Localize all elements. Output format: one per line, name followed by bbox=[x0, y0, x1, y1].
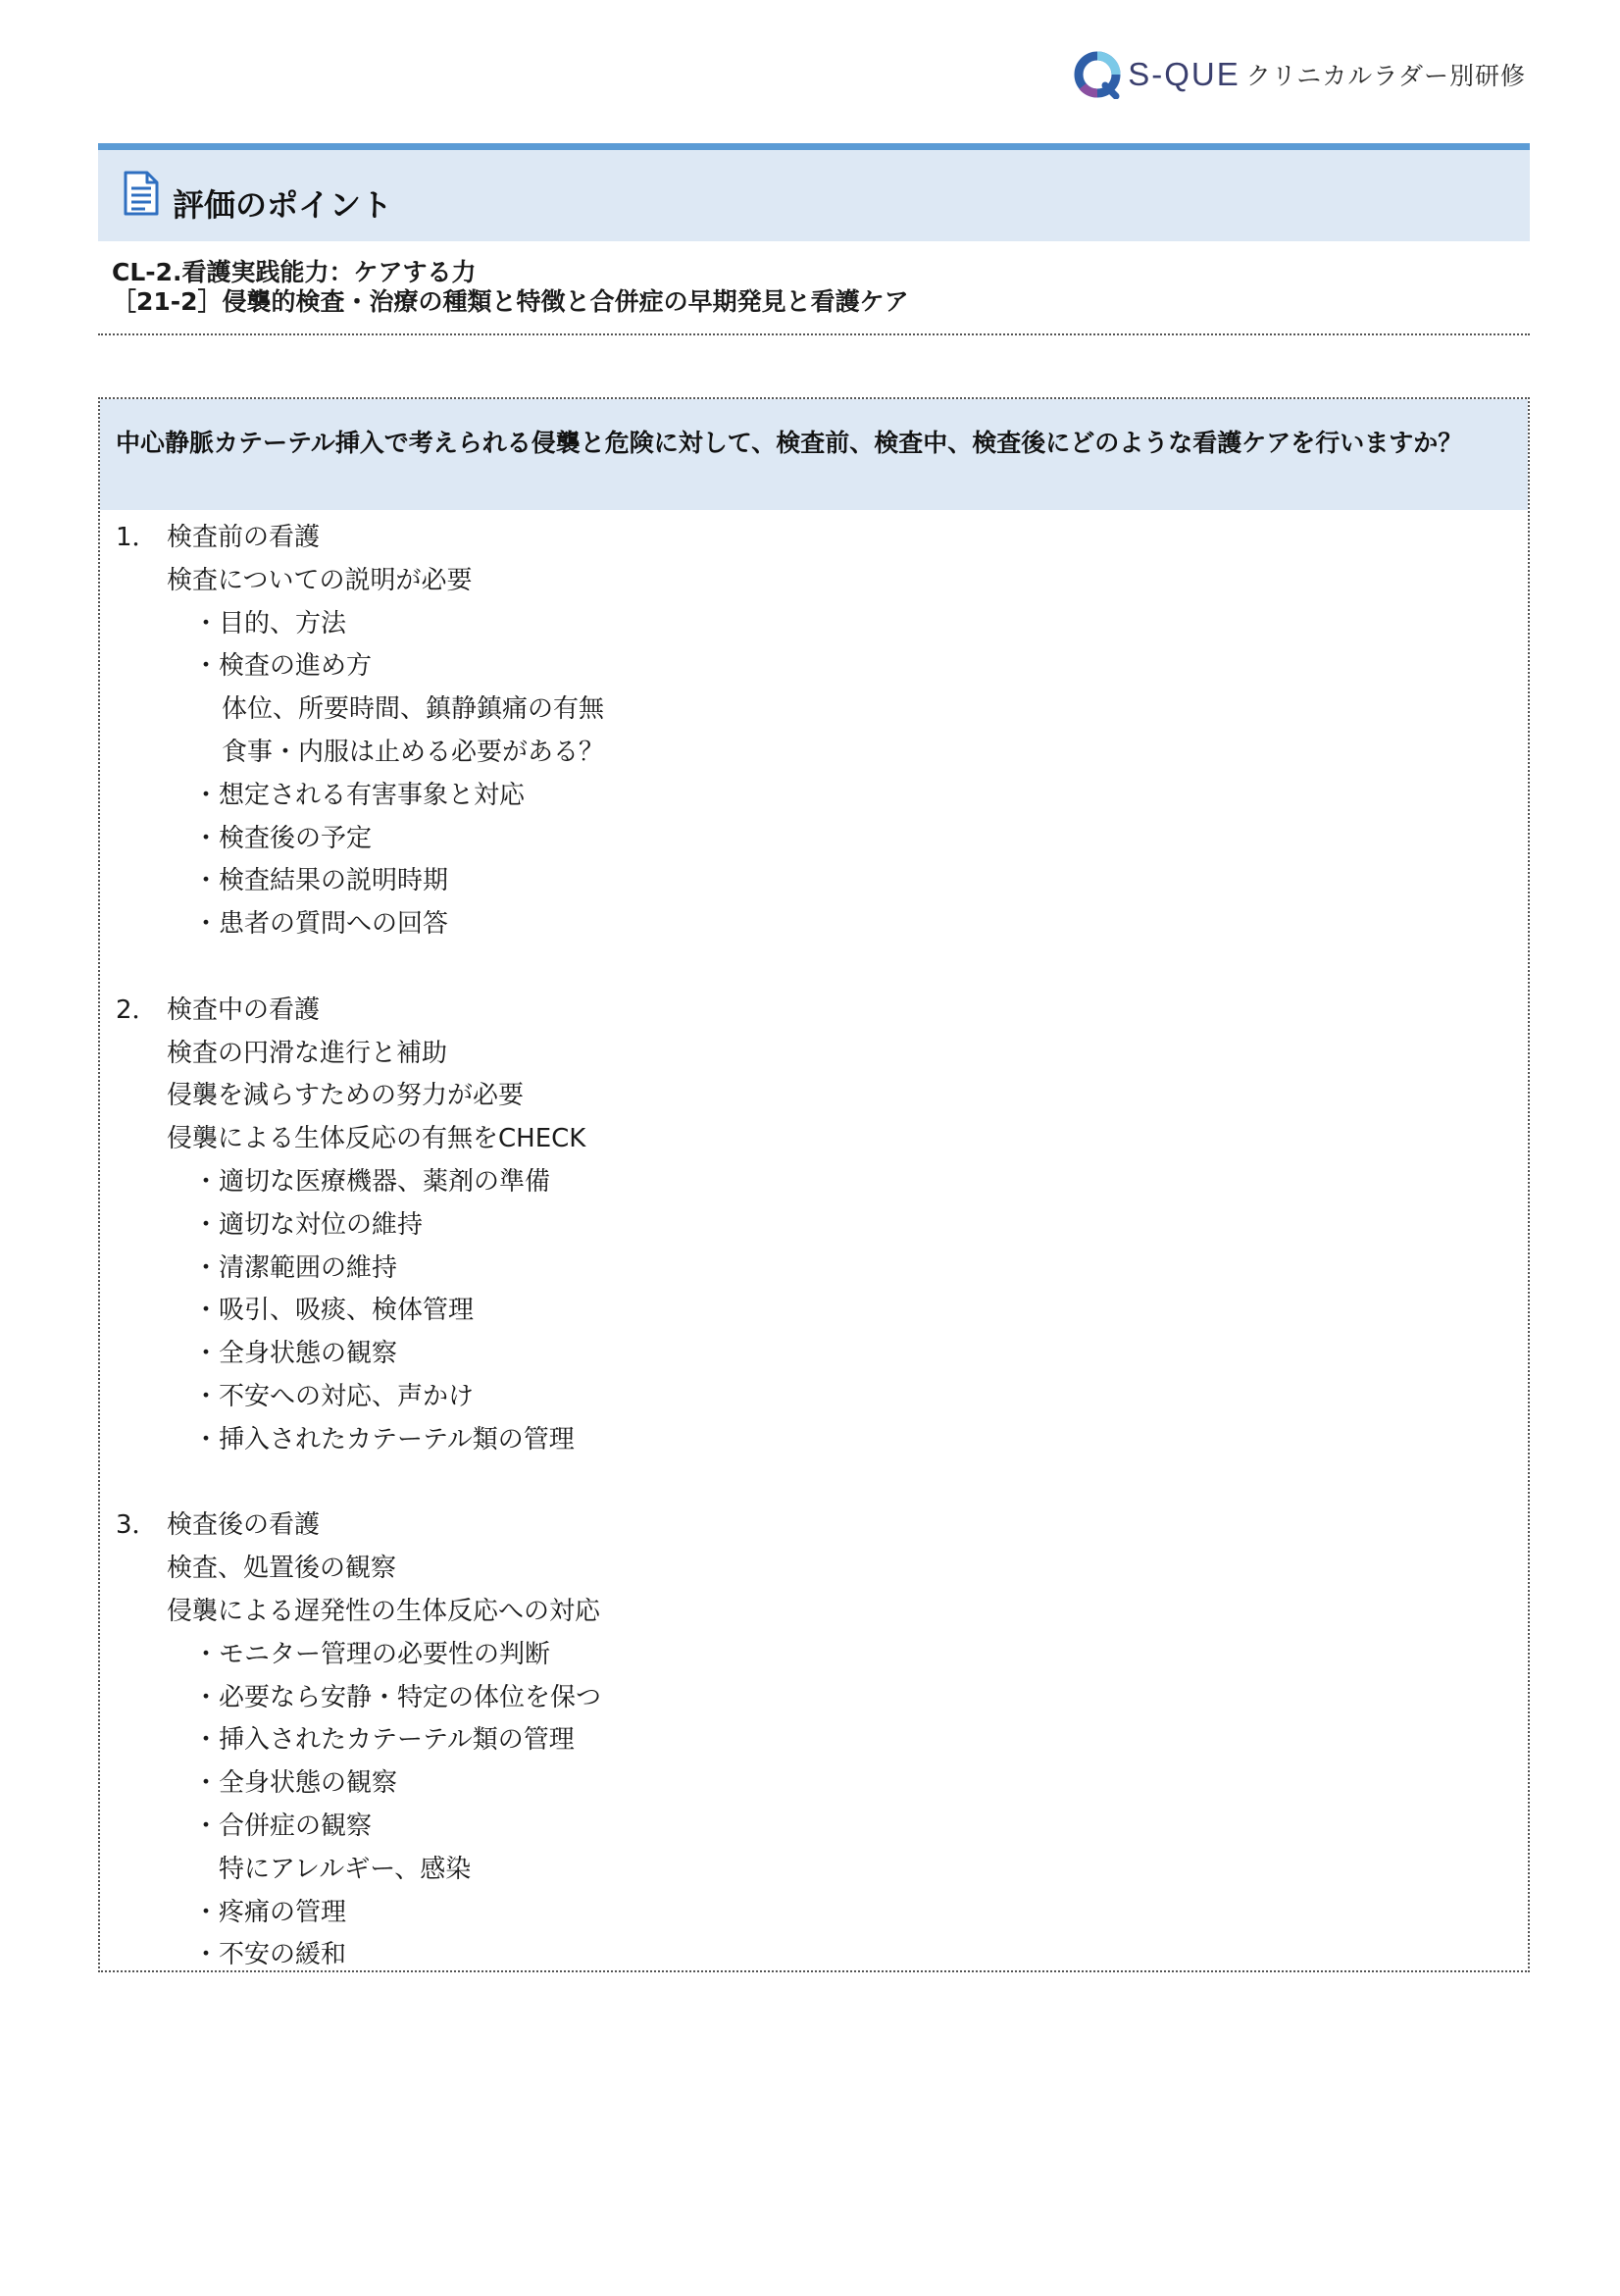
answer-item-text: 侵襲による生体反応の有無をCHECK bbox=[167, 1124, 586, 1154]
answer-item bbox=[100, 689, 1528, 732]
s-que-logo-mark-icon bbox=[1073, 50, 1122, 99]
answer-item-text: 特にアレルギー、感染 bbox=[193, 1854, 472, 1884]
answer-item bbox=[100, 1161, 1528, 1204]
question-box bbox=[98, 397, 1530, 1972]
answer-item bbox=[100, 560, 1528, 603]
answer-item bbox=[100, 1849, 1528, 1892]
answer-item-text: ・患者の質問への回答 bbox=[193, 909, 449, 940]
answer-item-text: ・疼痛の管理 bbox=[193, 1897, 347, 1927]
answer-item bbox=[100, 603, 1528, 646]
course-level-line: CL-2.看護実践能力：ケアする力 bbox=[112, 258, 477, 286]
answer-item bbox=[100, 903, 1528, 946]
answer-item-text: ・目的、方法 bbox=[193, 608, 347, 638]
logo-text: クリニカルラダー別研修 bbox=[1245, 62, 1526, 90]
blank-spacer bbox=[100, 1462, 1528, 1505]
answer-item-text: 体位、所要時間、鎮静鎮痛の有無 bbox=[222, 694, 605, 725]
answer-item bbox=[100, 1806, 1528, 1849]
section-number: 1． bbox=[116, 523, 158, 552]
answer-section-heading bbox=[100, 1505, 1528, 1548]
answer-item-text: ・検査結果の説明時期 bbox=[193, 866, 449, 896]
answer-item bbox=[100, 860, 1528, 903]
section-number: 3． bbox=[116, 1510, 158, 1541]
section-number: 2． bbox=[116, 995, 158, 1025]
answer-list bbox=[100, 510, 1528, 1977]
answer-item-text: ・不安の緩和 bbox=[193, 1940, 347, 1970]
answer-item bbox=[100, 1376, 1528, 1419]
section-header bbox=[98, 143, 1530, 241]
answer-item-text: 侵襲による遅発性の生体反応への対応 bbox=[167, 1596, 601, 1626]
section-heading-text: 検査中の看護 bbox=[167, 995, 321, 1025]
answer-item-text: ・挿入されたカテーテル類の管理 bbox=[193, 1725, 575, 1756]
answer-item-text: 侵襲を減らすための努力が必要 bbox=[167, 1081, 525, 1111]
answer-item-text: ・全身状態の観察 bbox=[193, 1339, 398, 1369]
answer-item-text: 検査の円滑な進行と補助 bbox=[167, 1038, 448, 1068]
answer-item-text: ・挿入されたカテーテル類の管理 bbox=[193, 1424, 575, 1454]
answer-item bbox=[100, 732, 1528, 775]
logo-brand: S-QUE bbox=[1128, 56, 1240, 92]
answer-item bbox=[100, 1033, 1528, 1076]
section-heading-text: 検査後の看護 bbox=[167, 1510, 321, 1541]
answer-item bbox=[100, 1075, 1528, 1118]
answer-item bbox=[100, 1419, 1528, 1462]
answer-item-text: ・不安への対応、声かけ bbox=[193, 1381, 475, 1411]
answer-item-text: ・必要なら安静・特定の体位を保つ bbox=[193, 1682, 602, 1712]
answer-item bbox=[100, 1548, 1528, 1591]
answer-item-text: ・合併症の観察 bbox=[193, 1811, 373, 1841]
answer-item bbox=[100, 1719, 1528, 1762]
answer-section-heading bbox=[100, 990, 1528, 1033]
answer-item-text: ・想定される有害事象と対応 bbox=[193, 780, 526, 810]
answer-item bbox=[100, 1333, 1528, 1376]
blank-spacer bbox=[100, 946, 1528, 990]
answer-item-text: ・モニター管理の必要性の判断 bbox=[193, 1639, 551, 1669]
answer-item bbox=[100, 1204, 1528, 1248]
answer-item-text: ・全身状態の観察 bbox=[193, 1768, 398, 1799]
dotted-divider bbox=[98, 333, 1530, 335]
answer-item bbox=[100, 1634, 1528, 1677]
answer-item-text: ・吸引、吸痰、検体管理 bbox=[193, 1296, 475, 1326]
document-icon bbox=[124, 171, 159, 216]
answer-item-text: ・検査の進め方 bbox=[193, 651, 373, 682]
answer-item bbox=[100, 818, 1528, 861]
answer-item bbox=[100, 645, 1528, 689]
answer-item-text: ・検査後の予定 bbox=[193, 823, 373, 853]
course-meta bbox=[112, 258, 909, 317]
answer-section-heading bbox=[100, 517, 1528, 560]
answer-item-text: 食事・内服は止める必要がある？ bbox=[222, 737, 605, 767]
answer-item bbox=[100, 775, 1528, 818]
s-que-logo bbox=[1073, 47, 1526, 102]
answer-item-text: ・清潔範囲の維持 bbox=[193, 1252, 398, 1283]
answer-item-text: ・適切な対位の維持 bbox=[193, 1209, 424, 1240]
answer-item-text: ・適切な医療機器、薬剤の準備 bbox=[193, 1166, 551, 1197]
answer-item bbox=[100, 1591, 1528, 1634]
answer-item bbox=[100, 1248, 1528, 1291]
answer-item bbox=[100, 1892, 1528, 1935]
answer-item bbox=[100, 1290, 1528, 1333]
answer-item bbox=[100, 1677, 1528, 1720]
answer-item-text: 検査についての説明が必要 bbox=[167, 565, 473, 595]
answer-item bbox=[100, 1118, 1528, 1161]
question-text: 中心静脈カテーテル挿入で考えられる侵襲と危険に対して、検査前、検査中、検査後にどのような看護ケアを行いますか？ bbox=[100, 399, 1528, 510]
course-topic-line: ［21-2］侵襲的検査・治療の種類と特徴と合併症の早期発見と看護ケア bbox=[112, 287, 909, 316]
answer-item-text: 検査、処置後の観察 bbox=[167, 1554, 397, 1584]
answer-item bbox=[100, 1762, 1528, 1806]
section-title: 評価のポイント bbox=[173, 185, 393, 224]
section-heading-text: 検査前の看護 bbox=[167, 523, 321, 552]
answer-item bbox=[100, 1934, 1528, 1977]
